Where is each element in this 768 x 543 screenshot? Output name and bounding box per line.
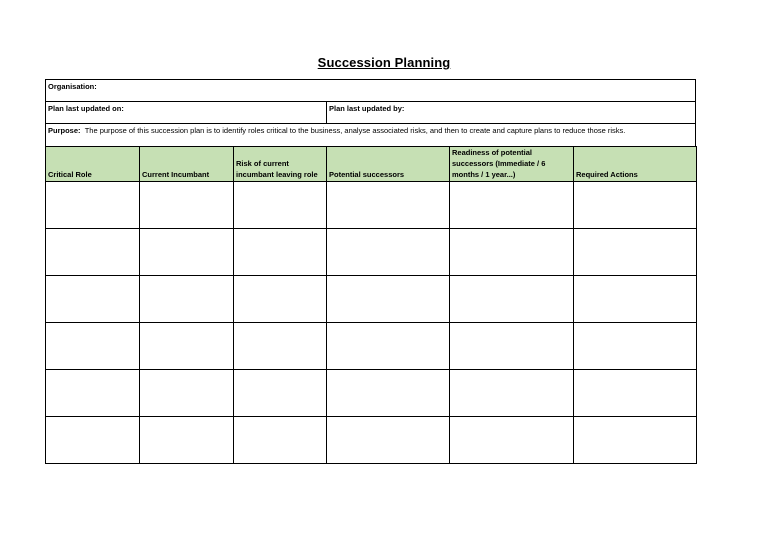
table-cell[interactable] (234, 276, 327, 323)
purpose-label: Purpose: (48, 126, 81, 135)
table-cell[interactable] (46, 417, 140, 464)
plan-updated-row (45, 101, 696, 124)
table-cell[interactable] (46, 323, 140, 370)
plan-last-updated-by-label: Plan last updated by: (329, 104, 405, 113)
table-cell[interactable] (140, 229, 234, 276)
table-cell[interactable] (327, 276, 450, 323)
table-cell[interactable] (327, 370, 450, 417)
organisation-row (45, 79, 696, 102)
table-row (46, 182, 697, 229)
column-header-required-actions: Required Actions (574, 147, 697, 182)
table-cell[interactable] (234, 229, 327, 276)
table-cell[interactable] (140, 323, 234, 370)
table-cell[interactable] (46, 182, 140, 229)
table-cell[interactable] (327, 182, 450, 229)
table-row (46, 370, 697, 417)
table-cell[interactable] (574, 182, 697, 229)
table-cell[interactable] (450, 323, 574, 370)
table-cell[interactable] (574, 276, 697, 323)
table-cell[interactable] (234, 323, 327, 370)
table-cell[interactable] (46, 276, 140, 323)
table-row (46, 323, 697, 370)
table-cell[interactable] (140, 370, 234, 417)
column-header-risk-of-leaving: Risk of current incumbant leaving role (234, 147, 327, 182)
table-cell[interactable] (574, 417, 697, 464)
column-header-readiness: Readiness of potential successors (Immediate / 6 months / 1 year...) (450, 147, 574, 182)
table-cell[interactable] (327, 229, 450, 276)
table-cell[interactable] (574, 323, 697, 370)
table-row (46, 276, 697, 323)
table-cell[interactable] (450, 276, 574, 323)
table-row (46, 229, 697, 276)
column-header-potential-successors: Potential successors (327, 147, 450, 182)
table-cell[interactable] (450, 182, 574, 229)
table-header-row (46, 147, 697, 182)
table-row (46, 417, 697, 464)
column-header-critical-role: Critical Role (46, 147, 140, 182)
purpose-cell (46, 124, 695, 146)
table-cell[interactable] (140, 182, 234, 229)
table-cell[interactable] (327, 417, 450, 464)
column-header-current-incumbant: Current Incumbant (140, 147, 234, 182)
table-cell[interactable] (46, 370, 140, 417)
succession-table (45, 146, 697, 464)
plan-last-updated-on-label: Plan last updated on: (46, 102, 327, 123)
table-cell[interactable] (450, 417, 574, 464)
purpose-text: The purpose of this succession plan is to identify roles critical to the business, analyse associated risks, and then to create and capture plans to reduce those risks. (84, 126, 626, 135)
purpose-row (45, 123, 696, 147)
page-title: Succession Planning (317, 55, 451, 70)
table-cell[interactable] (140, 276, 234, 323)
table-cell[interactable] (450, 229, 574, 276)
table-cell[interactable] (234, 182, 327, 229)
table-cell[interactable] (234, 417, 327, 464)
organisation-label: Organisation: (48, 82, 97, 91)
table-cell[interactable] (450, 370, 574, 417)
table-cell[interactable] (46, 229, 140, 276)
table-cell[interactable] (140, 417, 234, 464)
table-cell[interactable] (574, 370, 697, 417)
table-cell[interactable] (574, 229, 697, 276)
table-cell[interactable] (327, 323, 450, 370)
table-cell[interactable] (234, 370, 327, 417)
